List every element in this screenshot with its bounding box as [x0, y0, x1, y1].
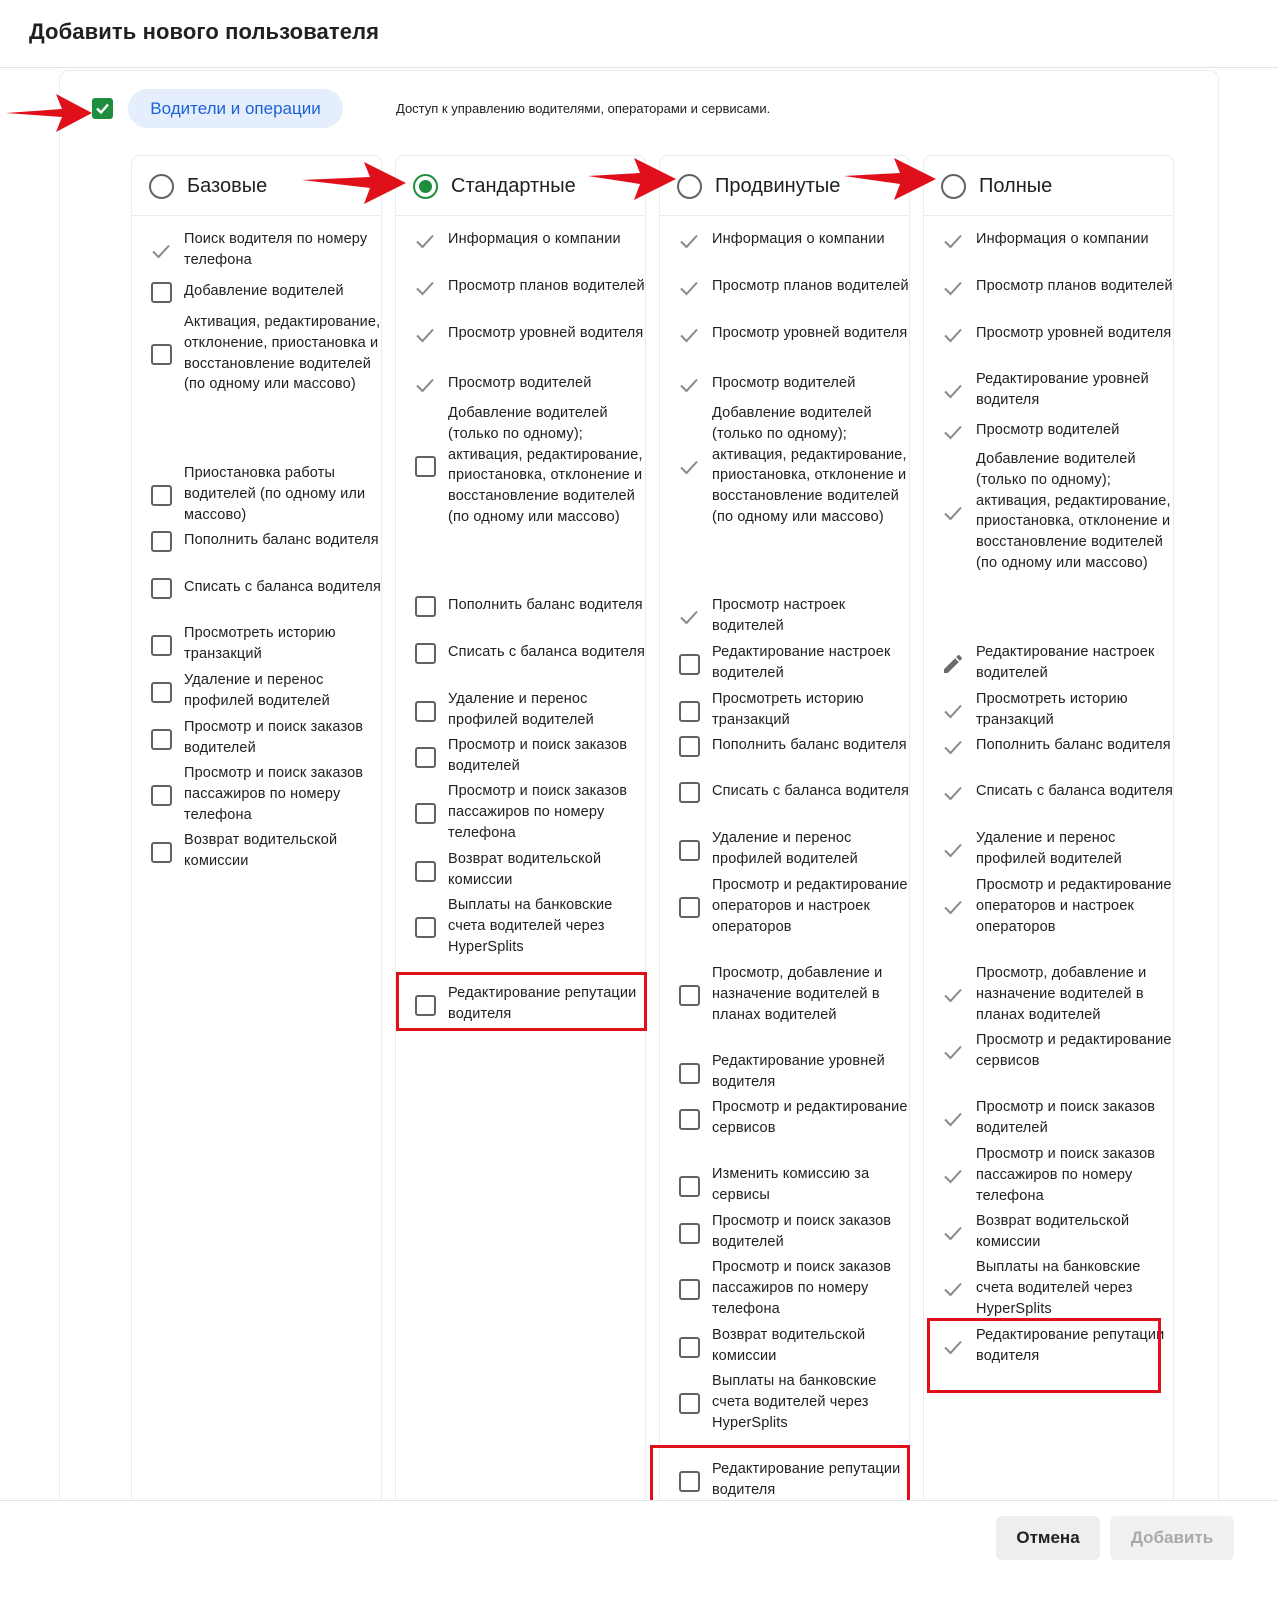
permission-checkbox[interactable] [415, 643, 436, 664]
permission-label: Выплаты на банковские счета водителей через HyperSplits [448, 897, 613, 955]
checkmark-icon [941, 1107, 965, 1131]
permission-label: Добавление водителей (только по одному); активация, редактирование, приостановка, отклонение и восстановление водителей (по одному или массово) [448, 405, 643, 525]
permission-label: Добавление водителей (только по одному); активация, редактирование, приостановка, отклонение и восстановление водителей (по одному или массово) [976, 451, 1171, 571]
permission-checkbox[interactable] [151, 842, 172, 863]
permission-checkbox[interactable] [415, 456, 436, 477]
checkmark-icon [677, 373, 701, 397]
permission-label: Просмотр и поиск заказов водителей [712, 1213, 892, 1250]
permission-label: Просмотр и поиск заказов пассажиров по номеру телефона [976, 1146, 1156, 1204]
permission-checkbox[interactable] [679, 897, 700, 918]
permission-checkbox[interactable] [415, 596, 436, 617]
permission-label: Редактирование репутации водителя [976, 1327, 1165, 1364]
permission-label: Просмотр, добавление и назначение водителей в планах водителей [712, 965, 883, 1023]
checkmark-icon [941, 838, 965, 862]
permission-label: Списать с баланса водителя [976, 783, 1173, 799]
permission-label: Возврат водительской комиссии [976, 1213, 1130, 1250]
permission-label: Изменить комиссию за сервисы [712, 1166, 870, 1203]
level-title: Полные [979, 175, 1053, 197]
permission-label: Информация о компании [976, 231, 1149, 247]
permission-checkbox[interactable] [151, 729, 172, 750]
permission-label: Просмотр уровней водителя [712, 325, 908, 341]
permission-label: Просмотр настроек водителей [712, 597, 846, 634]
level-title: Продвинутые [715, 175, 841, 197]
permission-label: Редактирование уровней водителя [712, 1053, 885, 1090]
level-column [395, 155, 646, 1530]
add-button[interactable]: Добавить [1110, 1516, 1234, 1560]
checkmark-icon [677, 323, 701, 347]
permission-label: Информация о компании [712, 231, 885, 247]
checkmark-icon [941, 1164, 965, 1188]
pencil-icon[interactable] [941, 652, 965, 676]
permission-checkbox[interactable] [679, 1337, 700, 1358]
category-checkbox[interactable] [92, 98, 113, 119]
checkmark-icon [941, 983, 965, 1007]
permission-label: Редактирование репутации водителя [448, 985, 637, 1022]
permission-label: Активация, редактирование, отклонение, приостановка и восстановление водителей (по одному или массово) [184, 314, 381, 393]
checkmark-icon [941, 1277, 965, 1301]
permission-label: Просмотреть историю транзакций [712, 691, 864, 728]
permission-label: Просмотр водителей [448, 375, 592, 391]
checkmark-icon [941, 895, 965, 919]
permission-label: Пополнить баланс водителя [712, 737, 907, 753]
level-radio[interactable] [413, 174, 438, 199]
permission-label: Выплаты на банковские счета водителей через HyperSplits [976, 1259, 1141, 1317]
checkmark-icon [941, 420, 965, 444]
permission-label: Просмотр водителей [712, 375, 856, 391]
permission-label: Просмотр и редактирование сервисов [712, 1099, 908, 1136]
checkmark-icon [941, 229, 965, 253]
permission-checkbox[interactable] [679, 1393, 700, 1414]
permission-label: Удаление и перенос профилей водителей [712, 830, 858, 867]
permission-checkbox[interactable] [415, 701, 436, 722]
level-column [131, 155, 382, 1530]
permission-checkbox[interactable] [679, 1279, 700, 1300]
checkmark-icon [941, 323, 965, 347]
level-title: Базовые [187, 175, 268, 197]
checkmark-icon [941, 1221, 965, 1245]
permission-label: Редактирование уровней водителя [976, 371, 1149, 408]
checkmark-icon [941, 276, 965, 300]
permission-label: Просмотр и поиск заказов пассажиров по номеру телефона [712, 1259, 892, 1317]
cancel-button[interactable]: Отмена [996, 1516, 1100, 1560]
annotation-arrow-icon [842, 156, 938, 202]
permission-label: Пополнить баланс водителя [976, 737, 1171, 753]
permission-checkbox[interactable] [679, 1109, 700, 1130]
checkmark-icon [413, 229, 437, 253]
permission-label: Просмотр и редактирование операторов и настроек операторов [976, 877, 1172, 935]
permission-label: Возврат водительской комиссии [184, 832, 338, 869]
permission-checkbox[interactable] [415, 803, 436, 824]
permission-checkbox[interactable] [679, 1223, 700, 1244]
permission-checkbox[interactable] [415, 861, 436, 882]
permission-checkbox[interactable] [679, 701, 700, 722]
dialog-title: Добавить нового пользователя [29, 19, 380, 44]
permission-label: Удаление и перенос профилей водителей [184, 672, 330, 709]
permission-checkbox[interactable] [151, 344, 172, 365]
permission-label: Выплаты на банковские счета водителей через HyperSplits [712, 1373, 877, 1431]
permission-label: Удаление и перенос профилей водителей [448, 691, 594, 728]
level-radio[interactable] [149, 174, 174, 199]
permission-checkbox[interactable] [151, 531, 172, 552]
permission-label: Просмотр планов водителей [448, 278, 645, 294]
level-radio[interactable] [941, 174, 966, 199]
permission-label: Редактирование настроек водителей [712, 644, 891, 681]
permission-label: Возврат водительской комиссии [448, 851, 602, 888]
checkmark-icon [677, 605, 701, 629]
category-chip[interactable]: Водители и операции [128, 89, 343, 128]
checkmark-icon [413, 373, 437, 397]
level-column [659, 155, 910, 1530]
permission-checkbox[interactable] [151, 785, 172, 806]
annotation-highlight [927, 1318, 1161, 1393]
permission-checkbox[interactable] [151, 682, 172, 703]
permission-label: Редактирование настроек водителей [976, 644, 1155, 681]
permission-label: Просмотр планов водителей [976, 278, 1173, 294]
permission-label: Списать с баланса водителя [448, 644, 645, 660]
permission-label: Просмотр и поиск заказов пассажиров по номеру телефона [184, 765, 364, 823]
permission-checkbox[interactable] [151, 635, 172, 656]
checkmark-icon [941, 735, 965, 759]
permission-label: Приостановка работы водителей (по одному или массово) [184, 465, 366, 523]
checkmark-icon [941, 699, 965, 723]
permission-checkbox[interactable] [679, 736, 700, 757]
level-header[interactable] [924, 156, 1173, 216]
permission-label: Просмотреть историю транзакций [184, 625, 336, 662]
permission-label: Просмотр, добавление и назначение водителей в планах водителей [976, 965, 1147, 1023]
permission-label: Пополнить баланс водителя [448, 597, 643, 613]
level-title: Стандартные [451, 175, 576, 197]
permission-label: Просмотр планов водителей [712, 278, 909, 294]
permission-label: Просмотр и поиск заказов водителей [184, 719, 364, 756]
permission-label: Просмотр водителей [976, 422, 1120, 438]
permission-label: Информация о компании [448, 231, 621, 247]
annotation-arrow-icon [4, 92, 94, 134]
permission-checkbox[interactable] [679, 985, 700, 1006]
permission-checkbox[interactable] [679, 654, 700, 675]
permission-label: Удаление и перенос профилей водителей [976, 830, 1122, 867]
permission-label: Списать с баланса водителя [712, 783, 909, 799]
dialog-footer [0, 1500, 1278, 1600]
permission-label: Просмотр и поиск заказов водителей [448, 737, 628, 774]
permission-label: Добавление водителей (только по одному); активация, редактирование, приостановка, отклонение и восстановление водителей (по одному или массово) [712, 405, 907, 525]
checkmark-icon [677, 229, 701, 253]
permission-checkbox[interactable] [415, 917, 436, 938]
permission-label: Просмотр уровней водителя [976, 325, 1172, 341]
permission-checkbox[interactable] [679, 840, 700, 861]
annotation-highlight [396, 972, 647, 1031]
permission-label: Редактирование репутации водителя [712, 1461, 901, 1498]
permission-label: Просмотр и редактирование операторов и настроек операторов [712, 877, 908, 935]
permission-label: Просмотр и редактирование сервисов [976, 1032, 1172, 1069]
permission-label: Просмотр и поиск заказов водителей [976, 1099, 1156, 1136]
permission-checkbox[interactable] [679, 1176, 700, 1197]
permission-checkbox[interactable] [679, 782, 700, 803]
permission-checkbox[interactable] [151, 485, 172, 506]
level-radio[interactable] [677, 174, 702, 199]
checkmark-icon [677, 455, 701, 479]
permission-checkbox[interactable] [415, 747, 436, 768]
checkmark-icon [941, 501, 965, 525]
permission-label: Поиск водителя по номеру телефона [184, 231, 368, 268]
category-description: Доступ к управлению водителями, операторами и сервисами. [396, 101, 771, 116]
checkmark-icon [149, 239, 173, 263]
annotation-arrow-icon [586, 156, 678, 202]
checkmark-icon [941, 1040, 965, 1064]
checkmark-icon [941, 379, 965, 403]
permission-checkbox[interactable] [151, 578, 172, 599]
dialog-header [0, 0, 1278, 68]
permission-label: Просмотр уровней водителя [448, 325, 644, 341]
permission-checkbox[interactable] [151, 282, 172, 303]
checkmark-icon [941, 781, 965, 805]
checkmark-icon [677, 276, 701, 300]
checkmark-icon [94, 100, 111, 117]
annotation-arrow-icon [300, 160, 408, 206]
permission-checkbox[interactable] [679, 1063, 700, 1084]
permission-label: Возврат водительской комиссии [712, 1327, 866, 1364]
checkmark-icon [413, 276, 437, 300]
permission-label: Добавление водителей [184, 283, 344, 299]
permission-label: Списать с баланса водителя [184, 579, 381, 595]
permission-label: Просмотреть историю транзакций [976, 691, 1128, 728]
permission-label: Пополнить баланс водителя [184, 532, 379, 548]
checkmark-icon [413, 323, 437, 347]
permission-label: Просмотр и поиск заказов пассажиров по номеру телефона [448, 783, 628, 841]
